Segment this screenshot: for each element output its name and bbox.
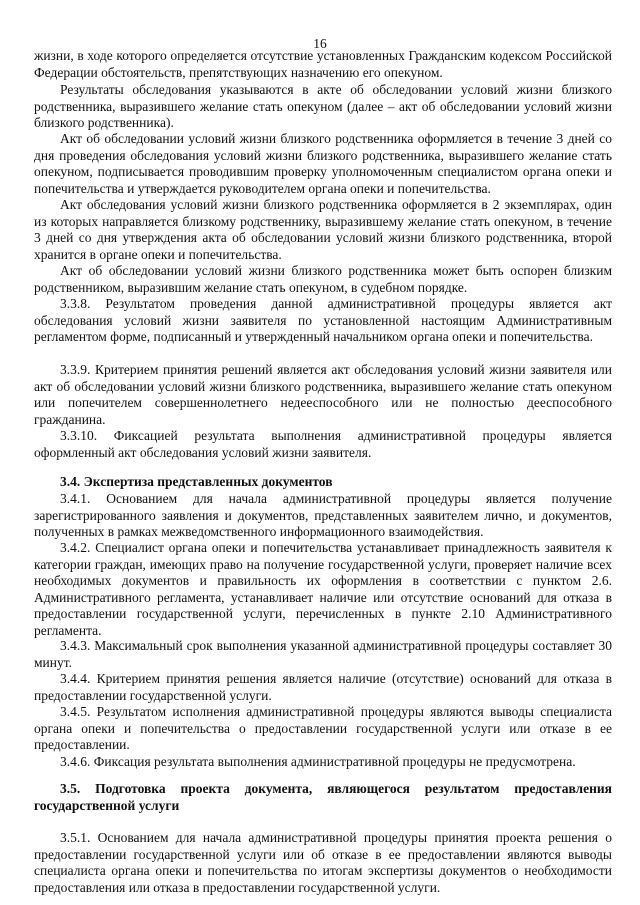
section-heading-3-4: 3.4. Экспертиза представленных документов <box>60 474 333 489</box>
paragraph: Акт об обследовании условий жизни близкого родственника оформляется в течение 3 дней со дня проведения обследования условий жизни близкого родственника, выразившего желание стать опекуном, подписывается проводившим проверку уполномоченным специалистом органа опеки и попечительства и утверждается руководителем органа опеки и попечительства. <box>34 131 612 196</box>
clause-3-3-8: 3.3.8. Результатом проведения данной административной процедуры является акт обследования условий жизни заявителя по установленной настоящим Административным регламентом форме, подписанный и утвержденный начальником органа опеки и попечительства. <box>34 296 612 344</box>
paragraph: Акт об обследовании условий жизни близкого родственника может быть оспорен близким родственником, выразившим желание стать опекуном, в судебном порядке. <box>34 263 612 295</box>
clause-3-3-9: 3.3.9. Критерием принятия решений является акт обследования условий жизни заявителя или акт об обследовании условий жизни близкого родственника, выразившего желание стать опекуном или попечителем совершеннолетнего недееспособного или не полностью дееспособного гражданина. <box>34 362 612 427</box>
clause-3-4-6: 3.4.6. Фиксация результата выполнения административной процедуры не предусмотрена. <box>60 754 576 769</box>
clause-3-4-1: 3.4.1. Основанием для начала административной процедуры является получение зарегистрированного заявления и документов, представленных заявителем лично, и документов, полученных в рамках межведомственного информационного взаимодействия. <box>34 491 612 539</box>
paragraph: Акт обследования условий жизни близкого родственника оформляется в 2 экземплярах, один из которых направляется близкому родственнику, выразившему желание стать опекуном, в течение 3 дней со дня утверждения акта об обследовании условий жизни близкого родственника, второй хранится в органе опеки и попечительства. <box>34 197 612 262</box>
clause-3-4-4: 3.4.4. Критерием принятия решения является наличие (отсутствие) оснований для отказа в предоставлении государственной услуги. <box>34 671 612 703</box>
paragraph: Результаты обследования указываются в акте об обследовании условий жизни близкого родственника, выразившего желание стать опекуном (далее – акт об обследовании условий жизни близкого родственника). <box>34 82 612 130</box>
clause-3-4-3: 3.4.3. Максимальный срок выполнения указанной административной процедуры составляет 30 минут. <box>34 638 612 670</box>
paragraph: жизни, в ходе которого определяется отсутствие установленных Гражданским кодексом Российской Федерации обстоятельств, препятствующих назначению его опекуном. <box>34 48 612 80</box>
clause-3-4-2: 3.4.2. Специалист органа опеки и попечительства устанавливает принадлежность заявителя к категории граждан, имеющих право на получение государственной услуги, проверяет наличие всех необходимых документов и правильность их оформления в соответствии с пунктом 2.6. Административного регламента, устанавливает наличие или отсутствие оснований для отказа в предоставлении государственной услуги, перечисленных в пункте 2.10 Административного регламента. <box>34 540 612 638</box>
clause-3-5-1: 3.5.1. Основанием для начала административной процедуры принятия проекта решения о предоставлении государственной услуги или об отказе в ее предоставлении являются выводы специалиста органа опеки и попечительства по итогам экспертизы документов о необходимости предоставления или отказа в предоставлении государственной услуги. <box>34 830 612 895</box>
page-number: 16 <box>313 36 327 51</box>
clause-3-3-10: 3.3.10. Фиксацией результата выполнения административной процедуры является оформленный акт обследования условий жизни заявителя. <box>34 428 612 460</box>
section-heading-3-5: 3.5. Подготовка проекта документа, являющегося результатом предоставления государственной услуги <box>34 781 612 813</box>
clause-3-4-5: 3.4.5. Результатом исполнения административной процедуры являются выводы специалиста органа опеки и попечительства о предоставлении государственной услуги или отказе в ее предоставлении. <box>34 704 612 752</box>
